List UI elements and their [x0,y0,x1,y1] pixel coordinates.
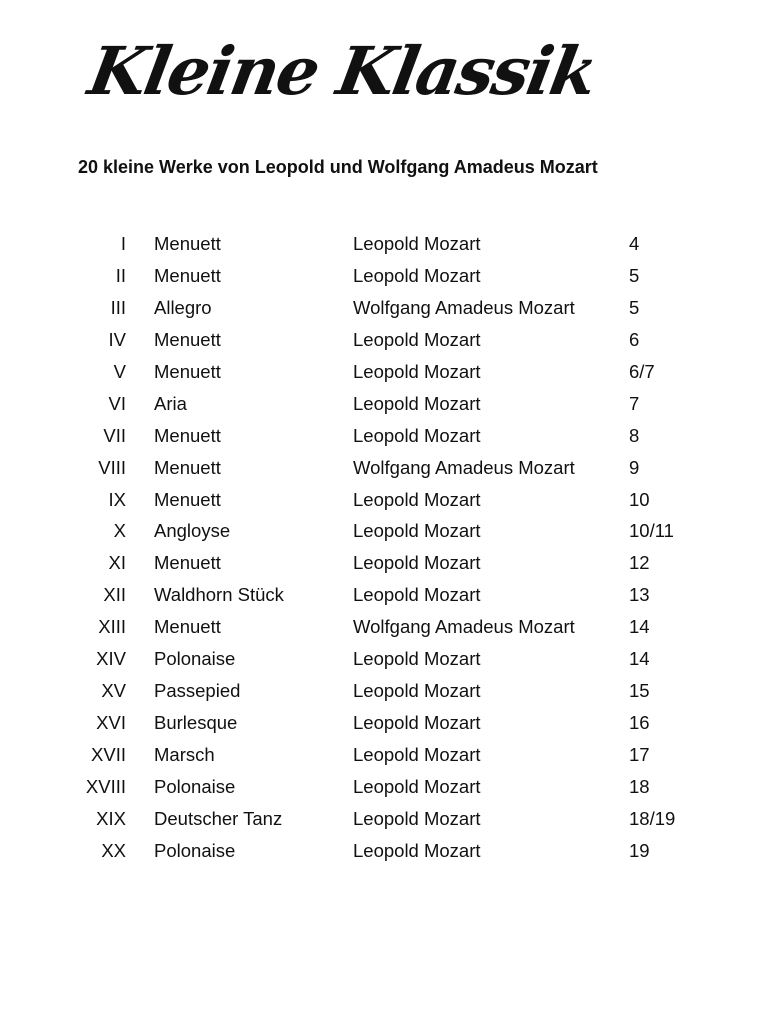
toc-piece-title: Menuett [154,456,221,478]
toc-piece-title: Polonaise [154,648,236,670]
toc-number: XIX [96,807,126,829]
toc-composer: Leopold Mozart [353,680,481,702]
toc-number: III [110,296,126,318]
toc-number: VII [103,424,126,446]
toc-composer: Leopold Mozart [353,392,481,414]
toc-composer: Leopold Mozart [353,424,481,446]
toc-piece-title: Menuett [154,488,221,510]
toc-row [0,803,782,835]
toc-row [0,771,782,803]
toc-composer: Leopold Mozart [353,807,481,829]
toc-composer: Leopold Mozart [353,584,481,606]
toc-row [0,707,782,739]
toc-row [0,611,782,643]
toc-composer: Leopold Mozart [353,775,481,797]
toc-number: X [113,520,126,542]
toc-number: V [113,360,126,382]
toc-row [0,835,782,867]
toc-page-number: 18 [629,775,650,797]
toc-page-number: 10/11 [629,520,674,542]
document-subtitle: 20 kleine Werke von Leopold und Wolfgang Amadeus Mozart [78,157,598,177]
toc-piece-title: Aria [154,392,187,414]
toc-page-number: 15 [629,680,650,702]
toc-page-number: 8 [629,424,640,446]
toc-piece-title: Marsch [154,744,215,765]
toc-page-number: 12 [629,552,650,574]
toc-piece-title: Deutscher Tanz [154,807,283,829]
toc-page-number: 9 [629,456,640,478]
toc-piece-title: Menuett [154,328,221,350]
toc-piece-title: Waldhorn Stück [154,584,284,606]
toc-row [0,228,782,260]
toc-page-number: 17 [629,744,650,765]
toc-composer: Wolfgang Amadeus Mozart [353,296,575,318]
toc-piece-title: Polonaise [154,775,236,797]
toc-page-number: 4 [629,233,640,254]
toc-composer: Leopold Mozart [353,233,481,254]
toc-composer: Leopold Mozart [353,488,481,510]
toc-composer: Leopold Mozart [353,648,481,670]
toc-number: XVI [96,712,126,734]
toc-number: II [115,264,126,286]
toc-row [0,420,782,452]
toc-page-number: 6/7 [629,360,655,382]
toc-composer: Leopold Mozart [353,712,481,734]
toc-piece-title: Angloyse [154,520,231,542]
toc-row [0,515,782,547]
table-of-contents [0,228,782,867]
toc-row [0,579,782,611]
toc-row [0,452,782,484]
toc-composer: Wolfgang Amadeus Mozart [353,456,575,478]
toc-number: VIII [98,456,126,478]
toc-page-number: 5 [629,296,640,318]
toc-number: VI [108,392,126,414]
toc-number: XV [101,680,126,702]
toc-number: XIII [98,616,126,638]
toc-page-number: 14 [629,616,650,638]
toc-piece-title: Passepied [154,680,241,702]
toc-number: XVIII [85,775,126,797]
toc-composer: Wolfgang Amadeus Mozart [353,616,575,638]
toc-piece-title: Menuett [154,360,221,382]
toc-row [0,643,782,675]
toc-number: XIV [96,648,126,670]
toc-row [0,292,782,324]
toc-page-number: 7 [629,392,640,414]
toc-composer: Leopold Mozart [353,360,481,382]
toc-page-number: 16 [629,712,650,734]
toc-number: XX [101,839,126,861]
toc-piece-title: Menuett [154,424,221,446]
toc-piece-title: Burlesque [154,712,238,734]
toc-row [0,324,782,356]
toc-page-number: 13 [629,584,650,606]
toc-page-number: 19 [629,839,650,861]
toc-page-number: 5 [629,264,640,286]
toc-number: XII [103,584,126,606]
toc-number: IX [108,488,126,510]
toc-piece-title: Allegro [154,296,212,318]
toc-composer: Leopold Mozart [353,552,481,574]
toc-piece-title: Menuett [154,233,221,254]
toc-composer: Leopold Mozart [353,328,481,350]
toc-row [0,484,782,516]
toc-number: XVII [91,744,126,765]
toc-row [0,388,782,420]
document-title: Kleine Klassik [83,32,602,110]
toc-row [0,260,782,292]
toc-number: IV [108,328,126,350]
toc-page-number: 14 [629,648,650,670]
toc-row [0,675,782,707]
toc-piece-title: Menuett [154,552,221,574]
toc-composer: Leopold Mozart [353,520,481,542]
toc-composer: Leopold Mozart [353,264,481,286]
toc-composer: Leopold Mozart [353,839,481,861]
toc-composer: Leopold Mozart [353,744,481,765]
toc-number: I [120,233,126,254]
toc-row [0,739,782,771]
toc-piece-title: Menuett [154,264,221,286]
toc-row [0,356,782,388]
toc-piece-title: Polonaise [154,839,236,861]
toc-page-number: 6 [629,328,640,350]
toc-number: XI [108,552,126,574]
toc-page-number: 10 [629,488,650,510]
toc-piece-title: Menuett [154,616,221,638]
toc-row [0,547,782,579]
toc-page-number: 18/19 [629,807,676,829]
